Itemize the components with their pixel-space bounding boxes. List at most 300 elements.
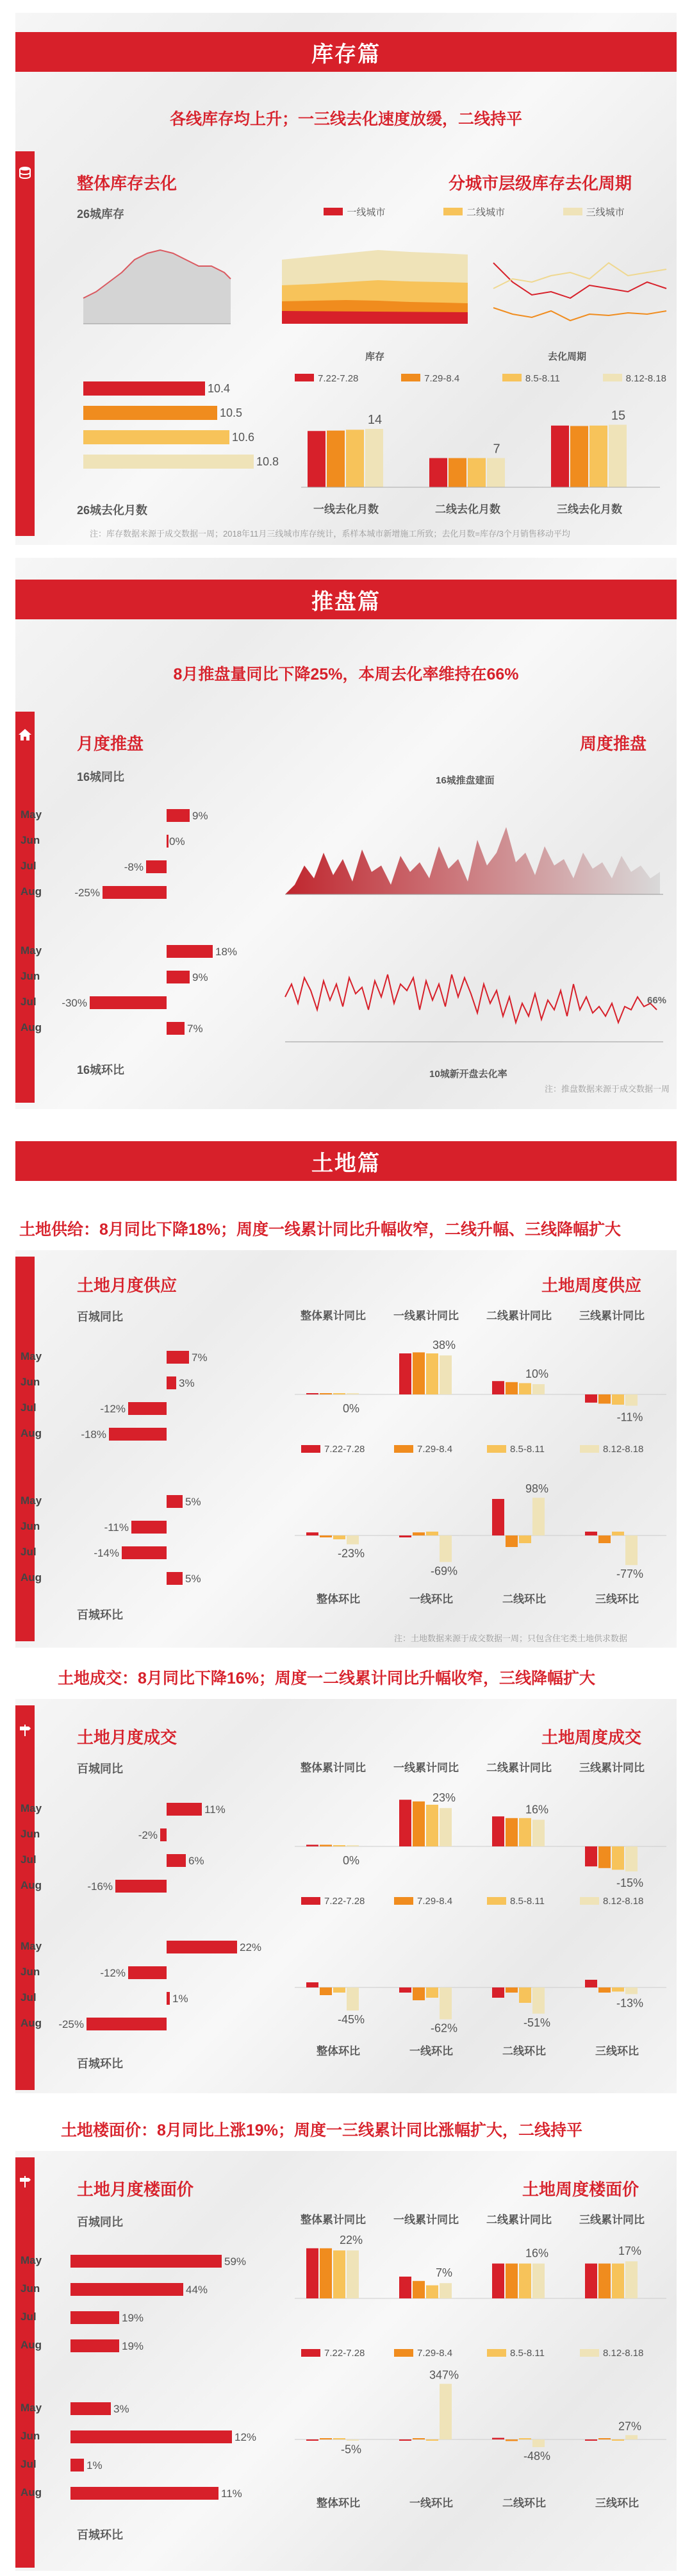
data-label: 16% [525, 2246, 549, 2260]
month-tick-label: May [21, 1940, 42, 1952]
bar [90, 996, 167, 1009]
bar [333, 1845, 345, 1846]
land-price-side-bar [15, 2157, 35, 2568]
price-week-chart [288, 2212, 673, 2558]
supply-left-title: 土地月度供应 [77, 1276, 177, 1295]
bar [70, 2459, 84, 2471]
data-label: 38% [432, 1339, 456, 1352]
data-label: -15% [616, 1877, 644, 1889]
bar [115, 1880, 167, 1893]
bar [399, 1535, 411, 1537]
data-label: -30% [62, 997, 87, 1009]
bar [167, 1941, 237, 1953]
month-tick-label: May [21, 1494, 42, 1507]
category-label: 二线环比 [502, 1593, 546, 1605]
month-tick-label: Jun [21, 2282, 40, 2295]
tier-legend [295, 205, 654, 219]
bar [333, 1987, 345, 1993]
category-label: 二线累计同比 [486, 1762, 552, 1774]
launch-banner: 推盘篇 [15, 580, 677, 619]
data-label: 0% [169, 835, 185, 848]
data-label: 23% [432, 1791, 456, 1805]
legend-tier1: 一线城市 [324, 205, 385, 219]
legend-label: 7.29-8.4 [417, 2348, 453, 2359]
bar [70, 2283, 183, 2296]
month-tick-label: Jun [21, 1520, 40, 1532]
data-label: -77% [616, 1568, 644, 1581]
bar [519, 1987, 531, 2003]
bar [333, 2250, 345, 2298]
bar [167, 945, 213, 958]
data-label: -12% [100, 1403, 126, 1415]
bar [532, 1819, 545, 1846]
bar [109, 1428, 167, 1441]
week-legend-item: 8.5-8.11 [502, 373, 560, 384]
bar [347, 1987, 359, 2011]
bar [128, 1402, 167, 1415]
inventory-months-chart [77, 375, 279, 478]
data-label: 11% [221, 2488, 242, 2500]
bar [413, 1802, 425, 1846]
category-label: 整体环比 [317, 1593, 360, 1605]
bar [333, 1535, 345, 1539]
bar [532, 1384, 545, 1394]
legend-tier3: 三线城市 [563, 205, 625, 219]
bar [365, 429, 383, 487]
launch-area-label: 16城推盘建面 [436, 775, 495, 786]
data-label: 10.4 [208, 382, 231, 395]
bar [70, 2430, 232, 2443]
category-label: 一线环比 [409, 2045, 453, 2057]
bar [449, 458, 466, 488]
category-label: 三线环比 [595, 2497, 639, 2509]
legend-tier2: 二线城市 [443, 205, 505, 219]
bar [426, 1987, 438, 1998]
land-price-subtitle: 土地楼面价：8月同比上涨19%；周度一三线累计同比涨幅扩大，二线持平 [61, 2121, 582, 2139]
bar [413, 1532, 425, 1535]
data-label: 5% [185, 1496, 201, 1508]
bar [320, 2248, 332, 2298]
bar [426, 1805, 438, 1846]
bar [399, 1353, 411, 1394]
data-label: 10.8 [256, 455, 279, 468]
data-label: 10.6 [232, 431, 255, 444]
bar [306, 1532, 318, 1535]
data-label: -8% [124, 861, 144, 873]
legend-swatch [394, 1897, 413, 1905]
legend-label: 8.12-8.18 [603, 1896, 644, 1907]
bar [612, 2264, 624, 2298]
launch-yoy-label: 16城同比 [77, 771, 125, 783]
bar [440, 1535, 452, 1562]
data-label: -5% [340, 2443, 362, 2456]
tier-cycle-lines [487, 244, 679, 340]
category-label: 一线去化月数 [313, 503, 379, 515]
category-label: 一线累计同比 [393, 1762, 459, 1774]
bar [492, 1987, 504, 1998]
bar [320, 1987, 332, 1995]
supply-yoy-chart [19, 1343, 263, 1452]
data-label: 6% [188, 1855, 204, 1867]
bar [492, 2264, 504, 2298]
bar [585, 1980, 597, 1987]
data-label: 9% [192, 971, 208, 983]
bar [585, 1846, 597, 1866]
month-tick-label: Aug [21, 2017, 42, 2029]
bar [506, 1987, 518, 1993]
data-label: 7 [493, 442, 500, 456]
bar [426, 2439, 438, 2441]
bar [487, 458, 505, 488]
month-tick-label: Jun [21, 834, 40, 846]
bar [347, 1393, 359, 1394]
bar [585, 1532, 597, 1535]
legend-swatch [487, 1897, 506, 1905]
bar [308, 431, 325, 487]
legend-swatch [394, 2349, 413, 2357]
month-tick-label: Aug [21, 2486, 42, 2498]
land-deal-subtitle: 土地成交：8月同比下降16%；周度一二线累计同比升幅收窄，三线降幅扩大 [58, 1669, 595, 1687]
bar [413, 2438, 425, 2439]
data-label: 22% [240, 1941, 262, 1953]
month-tick-label: May [21, 2402, 42, 2414]
category-label: 三线去化月数 [557, 503, 622, 515]
inventory-subtitle: 各线库存均上升；一三线去化速度放缓，二线持平 [169, 110, 522, 128]
house-icon [18, 728, 32, 742]
weeks-legend-1 [295, 373, 666, 384]
legend-label: 7.22-7.28 [324, 1896, 365, 1907]
bar [625, 1987, 638, 1994]
month-tick-label: Aug [21, 2339, 42, 2351]
bar [347, 1535, 359, 1544]
bar [585, 1394, 597, 1403]
bar [167, 1992, 170, 2005]
month-tick-label: Jul [21, 996, 37, 1008]
data-label: -11% [616, 1410, 643, 1424]
bar [598, 1846, 611, 1868]
category-label: 整体环比 [317, 2045, 360, 2057]
data-label: -2% [138, 1829, 158, 1841]
bar [492, 1381, 504, 1394]
bar [320, 1844, 332, 1846]
bar [532, 2439, 545, 2447]
bar [86, 2018, 167, 2030]
bar [306, 1844, 318, 1846]
launch-line-label: 10城新开盘去化率 [429, 1069, 507, 1080]
bar [167, 1022, 185, 1035]
bar [346, 430, 364, 487]
category-label: 整体环比 [317, 2497, 360, 2509]
data-label: 10% [525, 1367, 549, 1380]
month-tick-label: May [21, 1350, 42, 1362]
month-tick-label: Jun [21, 1376, 40, 1388]
tier-stacked-area [276, 234, 481, 337]
bar [306, 2248, 318, 2298]
bar [426, 1532, 438, 1535]
deal-yoy-label: 百城同比 [77, 1762, 123, 1775]
legend-swatch [487, 2349, 506, 2357]
data-label: -14% [94, 1547, 119, 1559]
data-label: 44% [186, 2284, 208, 2296]
bar [83, 381, 205, 396]
legend-label: 8.5-8.11 [510, 2348, 545, 2359]
launch-yoy-chart [19, 801, 263, 910]
bar [70, 2255, 222, 2268]
month-tick-label: Jun [21, 1828, 40, 1840]
data-label: 18% [215, 946, 238, 958]
legend-swatch [301, 1897, 320, 1905]
week-legend-item: 7.22-7.28 [295, 373, 358, 384]
data-label: 7% [192, 1351, 208, 1364]
month-tick-label: Aug [21, 1571, 42, 1584]
deal-mom-chart [19, 1933, 263, 2042]
price-mom-chart [19, 2395, 263, 2504]
category-label: 三线累计同比 [579, 1762, 645, 1774]
legend-label: 8.5-8.11 [510, 1896, 545, 1907]
category-label: 三线环比 [595, 2045, 639, 2057]
price-right-title: 土地周度楼面价 [522, 2180, 639, 2199]
data-label: -18% [81, 1428, 106, 1441]
tier-months-chart [295, 391, 666, 519]
week-legend-item: 7.29-8.4 [401, 373, 459, 384]
bar [347, 2250, 359, 2298]
bar [399, 2277, 411, 2298]
bar [589, 426, 607, 487]
month-tick-label: Jul [21, 2311, 37, 2323]
bar [70, 2402, 111, 2415]
bar [70, 2487, 218, 2500]
bar [625, 2261, 638, 2298]
week-legend-item: 8.12-8.18 [603, 373, 666, 384]
category-label: 二线环比 [502, 2497, 546, 2509]
bar [612, 2439, 624, 2441]
month-tick-label: Aug [21, 1021, 42, 1033]
legend-label: 7.22-7.28 [324, 2348, 365, 2359]
bar [625, 1535, 638, 1565]
month-tick-label: Jul [21, 2458, 37, 2470]
month-tick-label: Jul [21, 1991, 37, 2003]
data-label: -25% [58, 2018, 84, 2030]
bar [609, 425, 627, 488]
legend-swatch [394, 1445, 413, 1453]
bar [167, 1803, 202, 1816]
inventory-banner: 库存篇 [15, 32, 677, 72]
tier-inventory-title: 分城市层级库存去化周期 [449, 174, 632, 193]
deal-left-title: 土地月度成交 [77, 1728, 177, 1747]
data-label: 7% [435, 2266, 453, 2280]
bar [440, 1355, 452, 1394]
deal-yoy-chart [19, 1795, 263, 1904]
data-label: 3% [179, 1377, 195, 1389]
month-tick-label: Jul [21, 860, 37, 872]
data-label: 7% [187, 1023, 203, 1035]
launch-area-chart [282, 789, 666, 904]
bar [167, 1376, 176, 1389]
month-tick-label: Jul [21, 1546, 37, 1558]
inventory-left-title: 整体库存去化 [77, 174, 177, 193]
data-label: 59% [224, 2255, 247, 2268]
supply-right-title: 土地周度供应 [541, 1276, 642, 1295]
bar [167, 971, 190, 983]
bar [612, 1394, 624, 1405]
bar [532, 2264, 545, 2298]
inventory-26city-label: 26城库存 [77, 208, 125, 221]
month-tick-label: Jun [21, 970, 40, 982]
legend-label: 8.12-8.18 [603, 2348, 644, 2359]
inventory-area-chart [77, 221, 250, 337]
category-label: 二线去化月数 [435, 503, 500, 515]
category-label: 整体累计同比 [301, 2214, 366, 2226]
land-supply-subtitle: 土地供给：8月同比下降18%；周度一线累计同比升幅收窄，二线升幅、三线降幅扩大 [19, 1221, 621, 1239]
bar [327, 431, 345, 487]
bar [306, 1393, 318, 1394]
bar [347, 1845, 359, 1846]
bar [625, 1846, 638, 1871]
legend-swatch [580, 1897, 599, 1905]
bar [598, 2438, 611, 2439]
launch-right-title: 周度推盘 [580, 734, 647, 753]
bar [570, 426, 588, 487]
bar [612, 1846, 624, 1869]
inventory-months-label: 26城去化月数 [77, 504, 148, 517]
data-label: 9% [192, 810, 208, 822]
month-tick-label: May [21, 1802, 42, 1814]
data-label: 10.5 [220, 406, 243, 419]
month-tick-label: May [21, 2254, 42, 2266]
category-label: 一线累计同比 [393, 1310, 459, 1322]
category-label: 一线累计同比 [393, 2214, 459, 2226]
bar [625, 1394, 638, 1406]
bar [122, 1546, 167, 1559]
data-label: 15 [611, 408, 626, 423]
legend-swatch [580, 1445, 599, 1453]
bar [131, 1521, 167, 1534]
month-tick-label: Aug [21, 885, 42, 898]
launch-mom-label: 16城环比 [77, 1064, 125, 1076]
tier-stack-label: 库存 [365, 351, 385, 362]
bar [585, 2439, 597, 2441]
price-left-title: 土地月度楼面价 [77, 2180, 194, 2199]
category-label: 二线累计同比 [486, 1310, 552, 1322]
data-label: -11% [104, 1521, 129, 1534]
signpost-icon [18, 2175, 32, 2189]
data-label: 1% [172, 1993, 188, 2005]
data-label: 98% [525, 1482, 549, 1496]
land-banner: 土地篇 [15, 1141, 677, 1181]
bar [306, 2439, 318, 2441]
bar [167, 835, 169, 848]
data-label: 347% [429, 2368, 459, 2382]
bar [160, 1828, 167, 1841]
bar [413, 1987, 425, 2000]
data-label: 0% [342, 1402, 360, 1415]
data-label: 19% [122, 2340, 144, 2352]
launch-subtitle: 8月推盘量同比下降25%，本周去化率维持在66% [173, 665, 519, 683]
month-tick-label: Jun [21, 1966, 40, 1978]
inventory-side-bar [15, 151, 35, 536]
data-label: -69% [430, 1564, 458, 1578]
bar [625, 2435, 638, 2439]
bar [333, 1393, 345, 1394]
legend-label: 8.5-8.11 [510, 1444, 545, 1455]
month-tick-label: May [21, 808, 42, 821]
data-label: -16% [87, 1880, 113, 1893]
data-label: 0% [342, 1854, 360, 1867]
bar [83, 430, 229, 444]
price-yoy-label: 百城同比 [77, 2216, 123, 2229]
bar [83, 406, 217, 420]
supply-mom-chart [19, 1487, 263, 1596]
bar [506, 1382, 518, 1394]
data-label: 22% [339, 2234, 363, 2247]
category-label: 三线环比 [595, 1593, 639, 1605]
month-tick-label: Jul [21, 1853, 37, 1866]
data-label: 1% [86, 2459, 103, 2471]
bar [320, 1535, 332, 1537]
bar [519, 2264, 531, 2298]
data-label: 19% [122, 2312, 144, 2324]
bar [585, 2264, 597, 2298]
bar [167, 1854, 186, 1867]
legend-label: 7.22-7.28 [324, 1444, 365, 1455]
database-icon [18, 165, 32, 180]
category-label: 二线环比 [502, 2045, 546, 2057]
bar [426, 1353, 438, 1394]
bar [519, 2438, 531, 2439]
legend-label: 8.12-8.18 [603, 1444, 644, 1455]
data-label: 11% [204, 1803, 226, 1816]
bar [347, 2439, 359, 2441]
bar [598, 1535, 611, 1543]
inventory-note: 注：库存数据来源于成交数据一周；2018年11月三线城市库存统计，系样本城市新增施工所致；去化月数=库存/3个月销售移动平均 [90, 529, 570, 539]
bar [399, 1987, 411, 1993]
supply-mom-label: 百城环比 [77, 1609, 123, 1621]
launch-rate-value: 66% [647, 995, 667, 1006]
data-label: -62% [430, 2021, 458, 2035]
bar [399, 2439, 411, 2441]
bar [506, 2264, 518, 2298]
signpost-icon [18, 1723, 32, 1737]
legend-swatch [301, 2349, 320, 2357]
supply-yoy-label: 百城同比 [77, 1310, 123, 1323]
price-mom-label: 百城环比 [77, 2529, 123, 2541]
category-label: 三线累计同比 [579, 1310, 645, 1322]
data-label: -23% [337, 1546, 365, 1560]
data-label: 17% [618, 2245, 642, 2258]
land-note: 注：土地数据来源于成交数据一周；只包含住宅类土地供求数据 [394, 1634, 628, 1643]
bar [598, 2264, 611, 2298]
legend-swatch [580, 2349, 599, 2357]
launch-note: 注：推盘数据来源于成交数据一周 [545, 1084, 670, 1094]
tier-line-label: 去化周期 [548, 351, 587, 362]
bar [320, 2438, 332, 2439]
deal-week-chart [288, 1760, 673, 2080]
bar [492, 1499, 504, 1535]
data-label: 14 [367, 413, 383, 427]
data-label: 3% [113, 2403, 129, 2415]
launch-mom-chart [19, 937, 263, 1046]
legend-label: 7.29-8.4 [417, 1896, 453, 1907]
bar [506, 1535, 518, 1547]
data-label: -51% [523, 2016, 551, 2029]
bar [440, 1987, 452, 2020]
legend-label: 7.29-8.4 [417, 1444, 453, 1455]
data-label: -12% [100, 1967, 126, 1979]
bar [426, 2286, 438, 2298]
bar [167, 1495, 183, 1508]
bar [532, 1987, 545, 2014]
bar [128, 1966, 167, 1979]
